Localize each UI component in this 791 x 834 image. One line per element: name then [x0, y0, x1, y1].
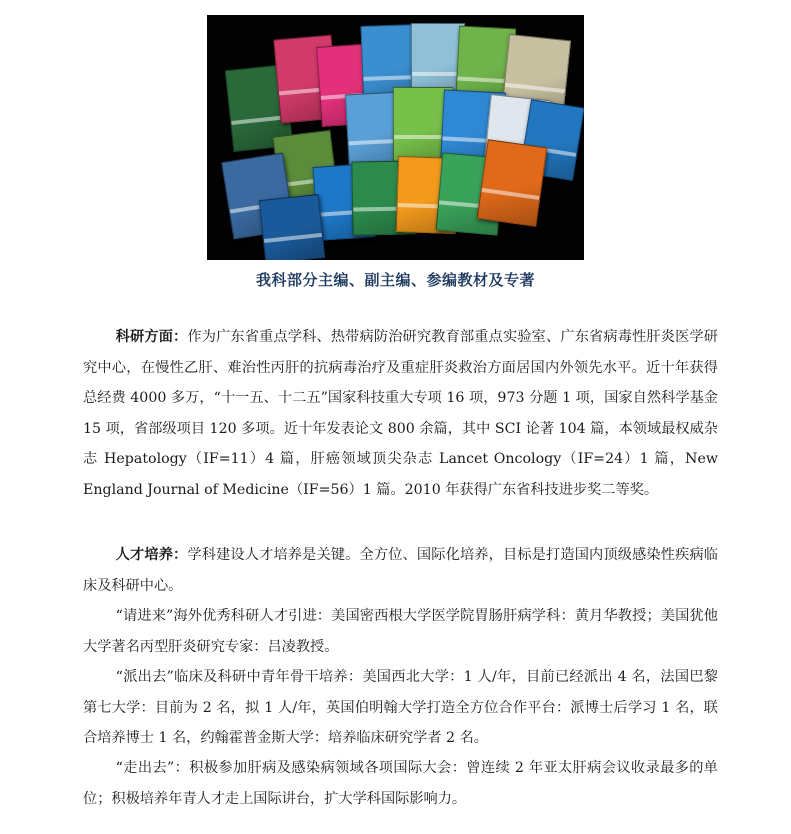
dispatch-paragraph: “派出去”临床及科研中青年骨干培养：美国西北大学：1 人/年，目前已经派出 4 名，法国巴黎第七大学：目前为 2 名，拟 1 人/年，英国伯明翰大学打造全方位合作平台：派博士后学习 1 名，联合培养博士 1 名，约翰霍普金斯大学：培养临床研究学者 2 名。 — [83, 669, 718, 747]
talent-text: 学科建设人才培养是关键。全方位、国际化培养，目标是打造国内顶级感染性疾病临床及科研中心。 — [83, 547, 718, 594]
research-paragraph — [83, 322, 718, 506]
book-stripe — [363, 75, 415, 81]
book-stripe — [481, 188, 539, 200]
talent-paragraph — [83, 540, 718, 601]
book-cover — [259, 194, 325, 260]
research-text: 作为广东省重点学科、热带病防治研究教育部重点实验室、广东省病毒性肝炎医学研究中心，在慢性乙肝、难治性丙肝的抗病毒治疗及重症肝炎救治方面居国内外领先水平。近十年获得总经费 4000 多万，“十一五、十二五”国家科技重大专项 16 项，973 分题 1 项，国家自然科学基金 15 项，省部级项目 120 多项。近十年发表论文 800 余篇，其中 SCI 论著 104 篇，本领域最权威杂志 Hepatology（IF=11）4 篇，肝癌领域顶尖杂志 Lancet Oncology（IF=24）1 篇，New England Journal of Medicine（IF=56）1 篇。2010 年获得广东省科技进步奖二等奖。 — [83, 329, 718, 498]
textbooks-photo — [207, 15, 584, 260]
research-label: 科研方面： — [115, 329, 188, 345]
book-stripe — [264, 233, 322, 243]
talent-label: 人才培养： — [115, 547, 188, 563]
goout-paragraph: “走出去”：积极参加肝病及感染病领域各项国际大会：曾连续 2 年亚太肝病会议收录最多的单位；积极培养年青人才走上国际讲台，扩大学科国际影响力。 — [83, 760, 718, 807]
figure-caption: 我科部分主编、副主编、参编教材及专著 — [255, 271, 535, 289]
book-stripe — [505, 83, 565, 93]
invite-paragraph: “请进来”海外优秀科研人才引进：美国密西根大学医学院胃肠肝病学科：黄月华教授；美国犹他大学著名丙型肝炎研究专家：吕凌教授。 — [83, 608, 718, 655]
book-cover — [477, 139, 548, 227]
